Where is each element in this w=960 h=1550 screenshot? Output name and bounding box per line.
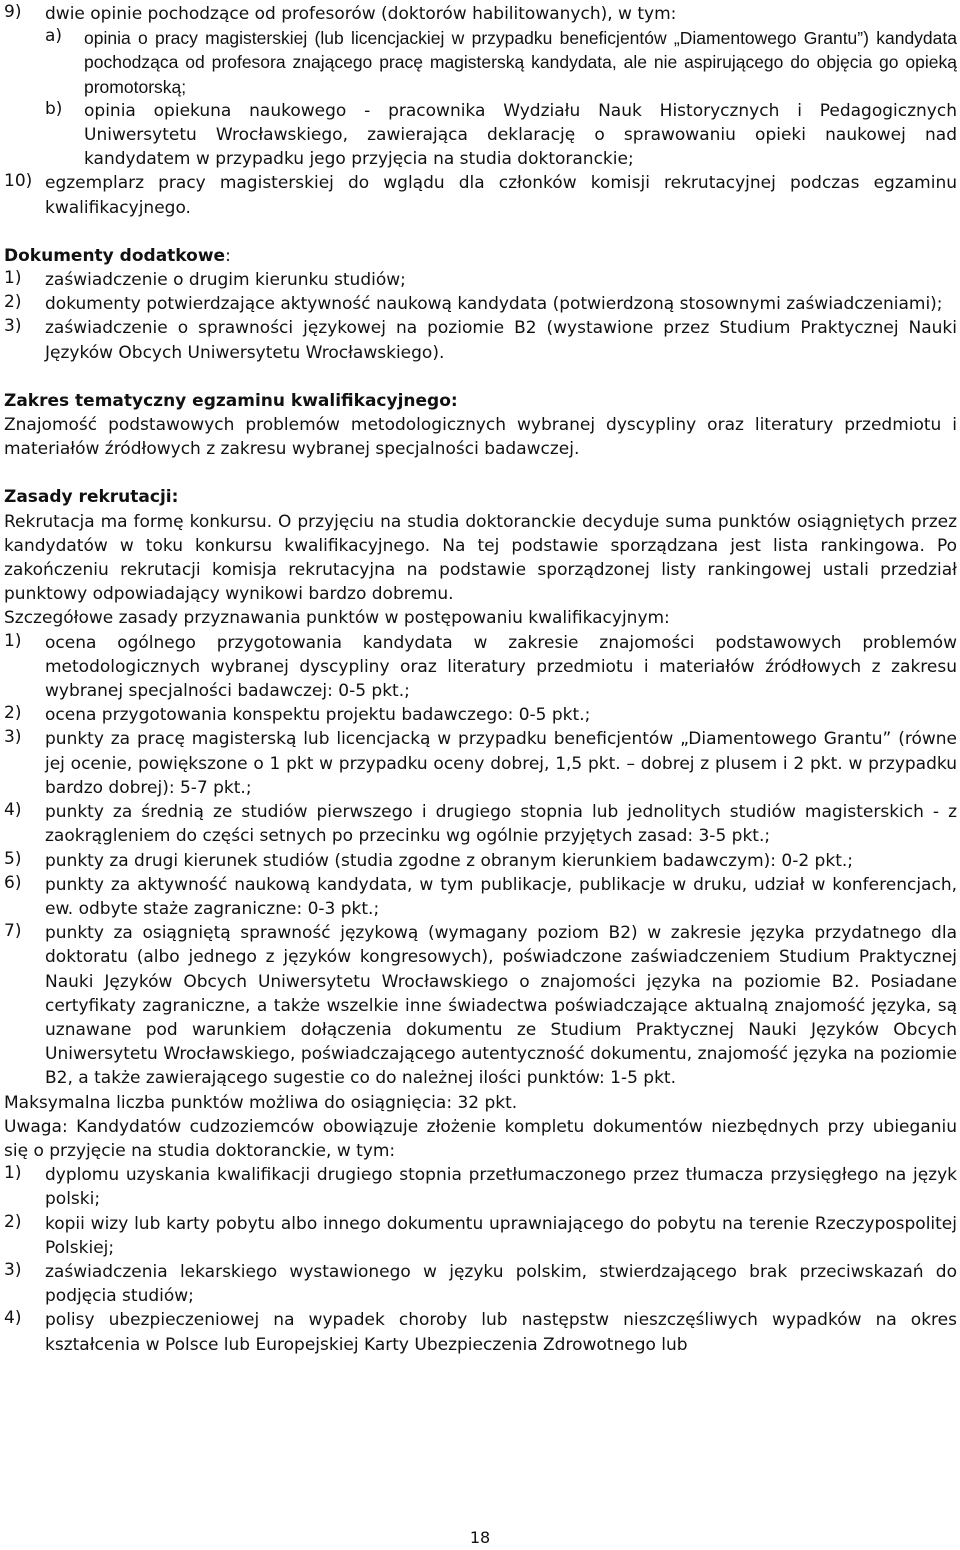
sub-label: b) [45, 98, 63, 119]
sub-text: opinia opiekuna naukowego - pracownika Wydziału Nauk Historycznych i Pedagogicznych Uniwersytetu Wrocławskiego, zawierająca deklarację o sprawowaniu opieki naukowej nad kandydatem w przypadku jego przyjęcia na studia doktoranckie; [84, 100, 957, 170]
foreigners-note: Uwaga: Kandydatów cudzoziemców obowiązuje złożenie kompletu dokumentów niezbędnych przy ubieganiu się o przyjęcie na studia doktoranckie, w tym: [4, 1116, 957, 1161]
list-item: 4) polisy ubezpieczeniowej na wypadek choroby lub następstw nieszczęśliwych wypadków na okres kształcenia w Polsce lub Europejskiej Karty Ubezpieczenia Zdrowotnego lub [4, 1308, 957, 1355]
list-item: 7) punkty za osiągniętą sprawność językową (wymagany poziom B2) w zakresie języka przydatnego dla doktoratu (albo jednego z języków kongresowych), poświadczone zaświadczeniem Studium Praktycznej Nauki Języków Obcych Uniwersytetu Wrocławskiego o znajomości języka na poziomie B2. Posiadane certyfikaty zagraniczne, a także wszelkie inne świadectwa poświadczające aktualną znajomość języka, są uznawane pod warunkiem dołączenia dokumentu ze Studium Praktycznej Nauki Języków Obcych Uniwersytetu Wrocławskiego, poświadczającego autentyczność dokumentu, znajomość języka na poziomie B2, a także zawierającego sugestie co do należnej ilości punktów: 1-5 pkt. [4, 921, 957, 1089]
list-item-10 [4, 171, 957, 219]
sub-item-b [45, 99, 957, 172]
list-item: 2) ocena przygotowania konspektu projektu badawczego: 0-5 pkt.; [4, 703, 591, 726]
list-item: 6) punkty za aktywność naukową kandydata, w tym publikacje, publikacje w druku, udział w konferencjach, ew. odbyte staże zagraniczne: 0-3 pkt.; [4, 872, 957, 919]
sub-item-a [45, 26, 957, 99]
document-page [4, 2, 957, 1357]
list-item: 3) punkty za pracę magisterską lub licencjacką w przypadku beneficjentów „Diamentowego Grantu” (równe jej ocenie, powiększone o 1 pkt w przypadku oceny dobrej, 1,5 pkt. – dobrej z plusem i 2 pkt. w przypadku bardzo dobrej): 5-7 pkt.; [4, 727, 957, 798]
rules-intro: Rekrutacja ma formę konkursu. O przyjęciu na studia doktoranckie decyduje suma punktów osiągniętych przez kandydatów w toku konkursu kwalifikacyjnego. Na tej podstawie sporządzana jest lista rankingowa. Po zakończeniu rekrutacji komisja rekrutacyjna na podstawie sporządzonej listy rankingowej ustali przedział punktowy odpowiadający wynikowi bardzo dobremu. [4, 511, 957, 605]
list-item: 2) kopii wizy lub karty pobytu albo innego dokumentu uprawniającego do pobytu na terenie Rzeczypospolitej Polskiej; [4, 1211, 957, 1258]
page-number: 18 [469, 1528, 491, 1547]
exam-scope-text: Znajomość podstawowych problemów metodologicznych wybranej dyscypliny oraz literatury przedmiotu i materiałów źródłowych z zakresu wybranej specjalności badawczej. [4, 415, 957, 460]
list-text: egzemplarz pracy magisterskiej do wglądu dla członków komisji rekrutacyjnej podczas egzaminu kwalifikacyjnego. [45, 173, 957, 218]
list-number: 9) [4, 2, 22, 22]
list-item: 3) zaświadczenie o sprawności językowej na poziomie B2 (wystawione przez Studium Praktycznej Nauki Języków Obcych Uniwersytetu Wrocławskiego). [4, 316, 957, 363]
list-item: 2) dokumenty potwierdzające aktywność naukową kandydata (potwierdzoną stosownymi zaświadczeniami); [4, 292, 943, 315]
list-item: 1) zaświadczenie o drugim kierunku studiów; [4, 268, 406, 291]
list-number: 10) [4, 171, 33, 192]
list-item-9 [4, 2, 957, 26]
list-item: 5) punkty za drugi kierunek studiów (studia zgodne z obranym kierunkiem badawczym): 0-2 pkt.; [4, 848, 853, 871]
rules-details-intro: Szczegółowe zasady przyznawania punktów w postępowaniu kwalifikacyjnym: [4, 608, 670, 629]
list-item: 1) ocena ogólnego przygotowania kandydata w zakresie znajomości podstawowych problemów metodologicznych wybranej dyscypliny oraz literatury przedmiotu i materiałów źródłowych z zakresu wybranej specjalności badawczej: 0-5 pkt.; [4, 630, 957, 702]
list-item: 3) zaświadczenia lekarskiego wystawionego w języku polskim, stwierdzającego brak przeciwskazań do podjęcia studiów; [4, 1259, 957, 1307]
section-heading-exam-scope: Zakres tematyczny egzaminu kwalifikacyjnego: [4, 390, 458, 411]
list-item: 1) dyplomu uzyskania kwalifikacji drugiego stopnia przetłumaczonego przez tłumacza przysięgłego na język polski; [4, 1163, 957, 1210]
section-heading-rules: Zasady rekrutacji: [4, 487, 179, 508]
max-points-text: Maksymalna liczba punktów możliwa do osiągnięcia: 32 pkt. [4, 1092, 518, 1113]
section-heading-additional-docs: Dokumenty dodatkowe: [4, 245, 231, 266]
sub-label: a) [45, 26, 63, 47]
sub-text: opinia o pracy magisterskiej (lub licencjackiej w przypadku beneficjentów „Diamentowego Grantu”) kandydata pochodząca od profesora znającego pracę magisterską kandydata, ale nie aspirującego do objęcia go opieką promotorską; [84, 28, 957, 97]
list-text: dwie opinie pochodzące od profesorów (doktorów habilitowanych), w tym: [45, 4, 677, 24]
list-item: 4) punkty za średnią ze studiów pierwszego i drugiego stopnia lub jednolitych studiów magisterskich - z zaokrągleniem do części setnych po przecinku wg ogólnie przyjętych zasad: 3-5 pkt.; [4, 800, 957, 847]
